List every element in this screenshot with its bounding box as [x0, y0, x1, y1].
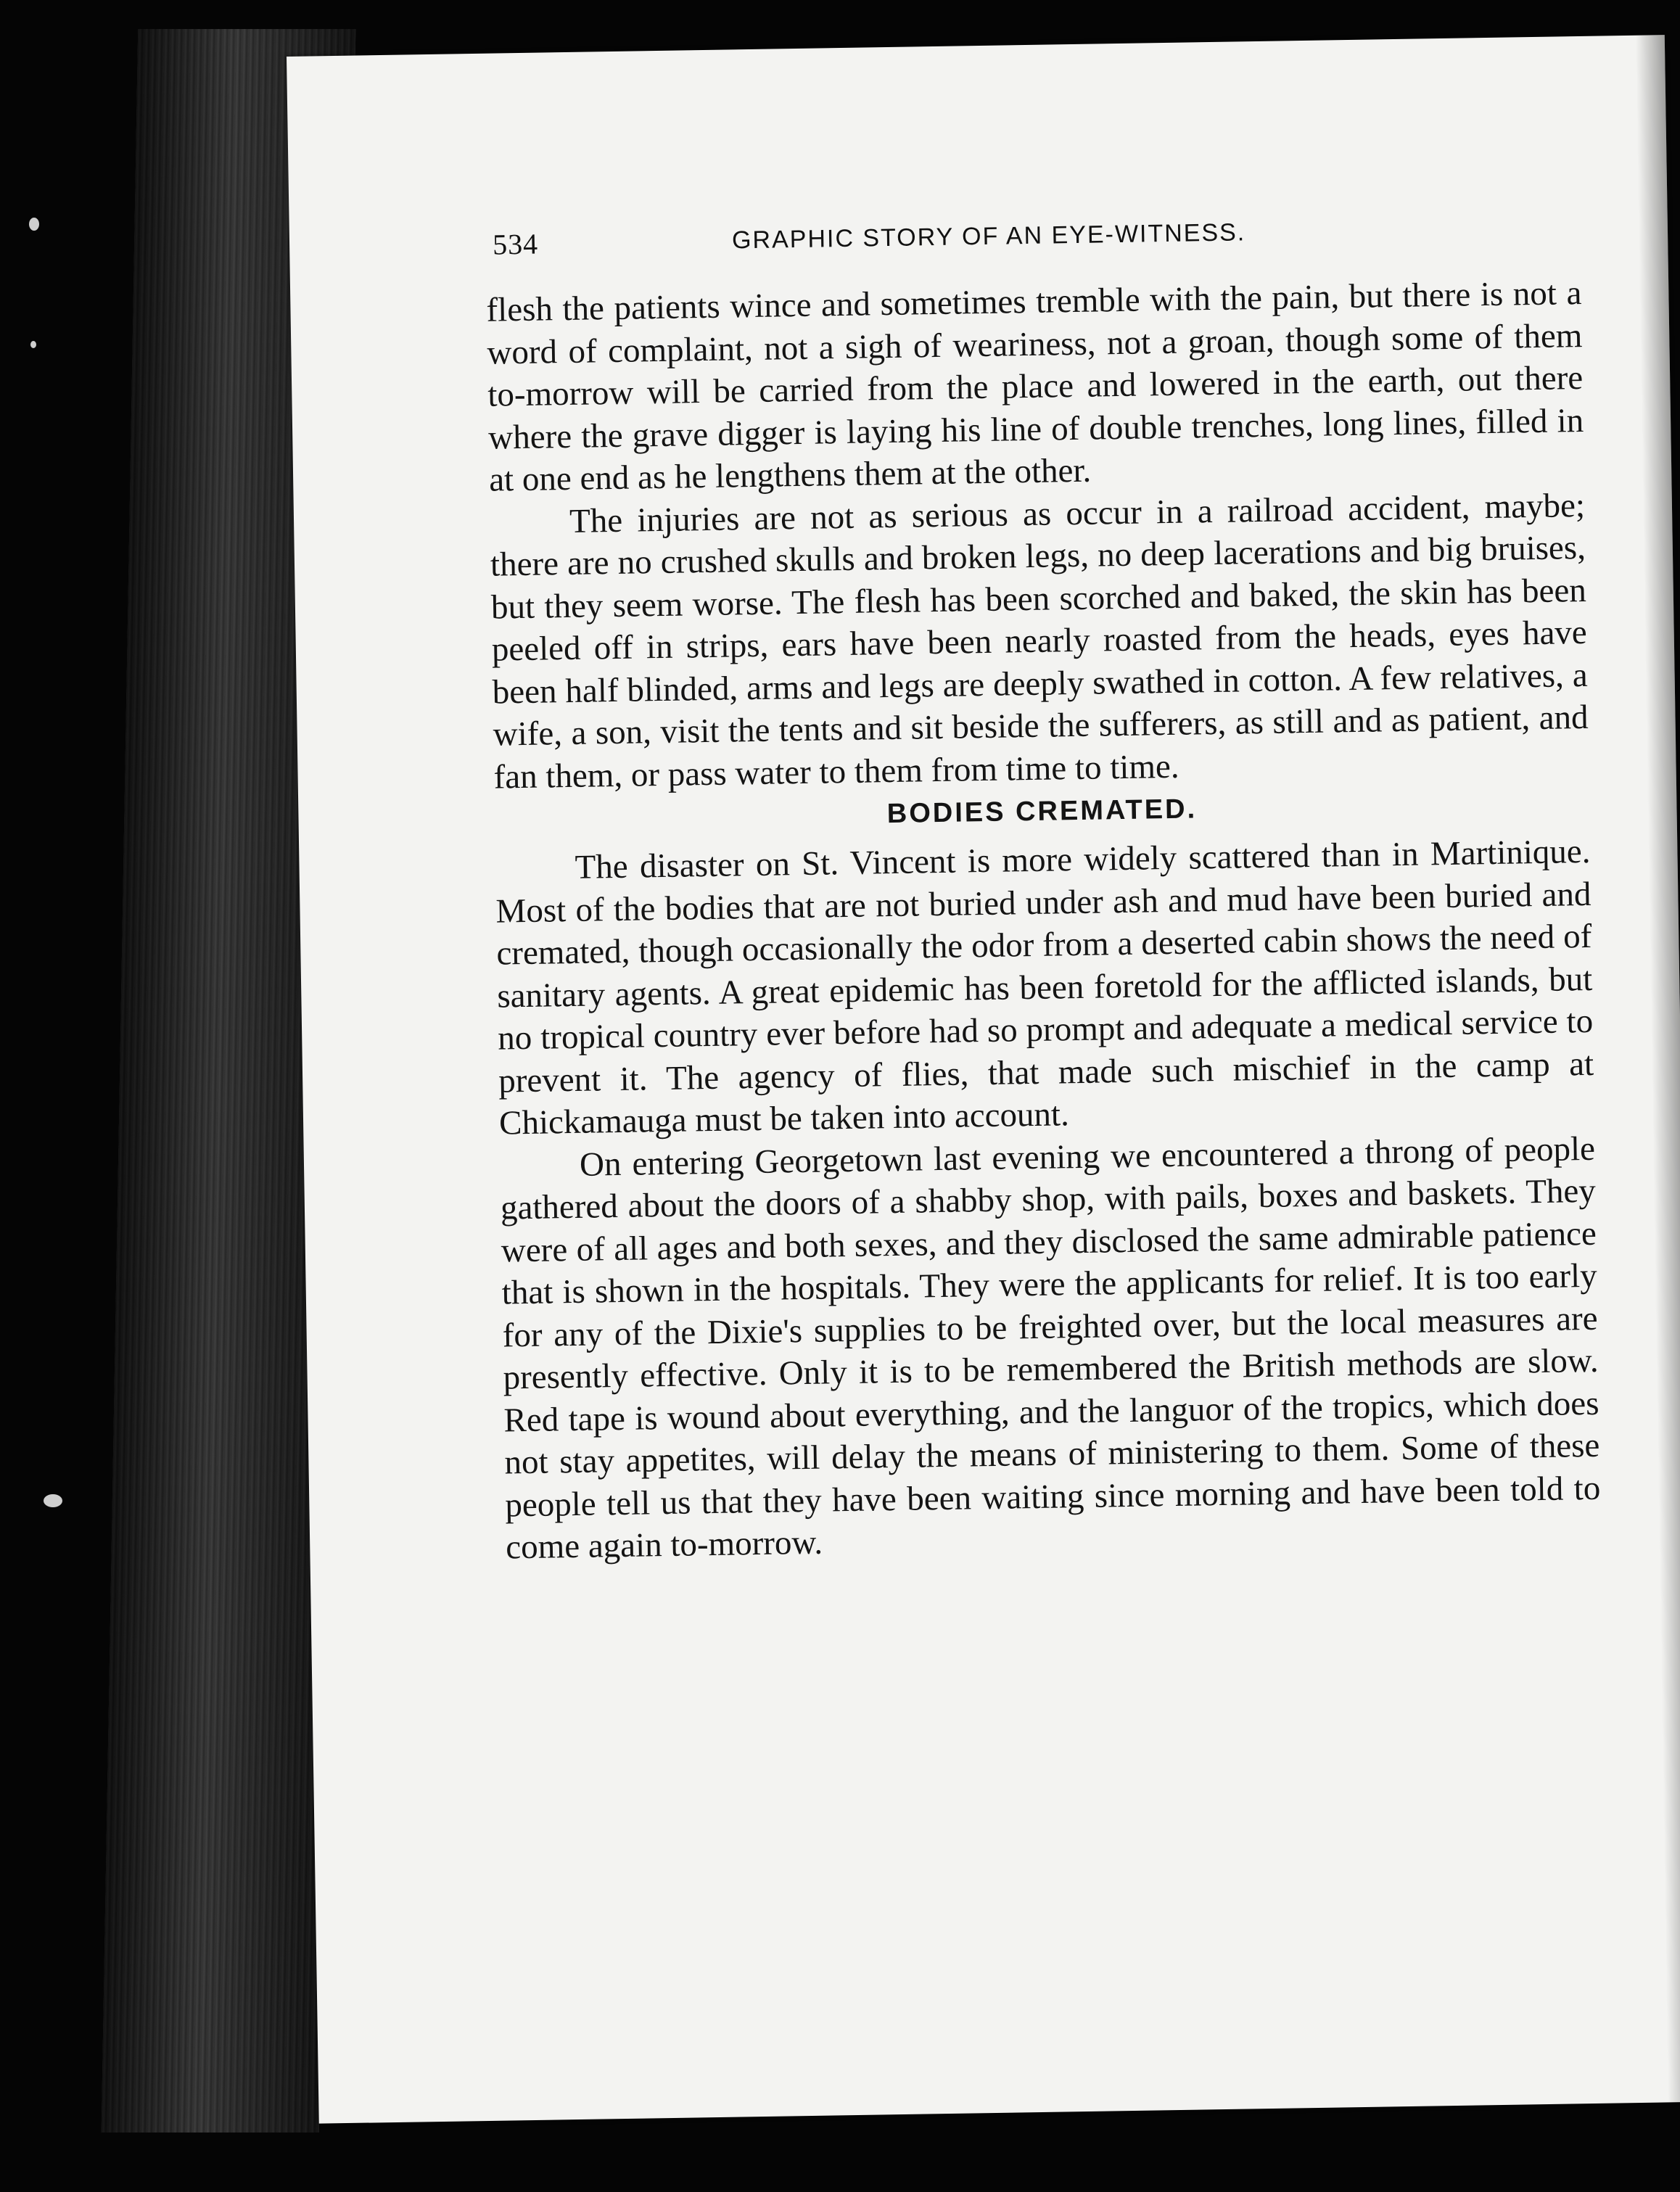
book-page: [287, 35, 1680, 2123]
dust-speck: [29, 218, 39, 231]
body-text: [486, 272, 1602, 1569]
page-number: 534: [492, 227, 539, 261]
paragraph: On entering Georgetown last evening we encountered a throng of people gathered about the doors of a shabby shop, with pails, boxes and baskets. They were of all ages and both sexes, and they disclosed the same admirable patience that is shown in the hospitals. They were the applicants for relief. It is too early for any of the Dixie's supplies to be freighted over, but the local measures are presently effective. Only it is to be remembered the British methods are slow. Red tape is wound about everything, and the languor of the tropics, which does not stay appetites, will delay the means of ministering to them. Some of these people tell us that they have been waiting since morning and have been told to come again to-morrow.: [500, 1129, 1601, 1567]
section-heading: BODIES CREMATED.: [886, 794, 1198, 830]
dust-speck: [44, 1494, 62, 1507]
paragraph: flesh the patients wince and sometimes tremble with the pain, but there is not a word of complaint, not a sigh of weariness, not a groan, though some of them to-morrow will be carried from the place and lowered in the earth, out there where the grave digger is laying his line of double trenches, long lines, filled in at one end as he lengthens them at the other.: [486, 274, 1584, 499]
paragraph: The disaster on St. Vincent is more widely scattered than in Martinique. Most of the bodies that are not buried under ash and mud have been buried and cremated, though occasionally the odor from a deserted cabin shows the need of sanitary agents. A great epidemic has been foretold for the afflicted islands, but no tropical country ever before had so prompt and adequate a medical service to prevent it. The agency of flies, that made such mischief in the camp at Chickamauga must be taken into account.: [495, 832, 1594, 1142]
dust-speck: [30, 341, 36, 348]
page-header: [493, 210, 1625, 271]
paragraph: The injuries are not as serious as occur in a railroad accident, maybe; there are no crushed skulls and broken legs, no deep lacerations and big bruises, but they seem worse. The flesh has been scorched and baked, the skin has been peeled off in strips, ears have been nearly roasted from the heads, eyes have been half blinded, arms and legs are deeply swathed in cotton. A few relatives, a wife, a son, visit the tents and sit beside the sufferers, as still and as patient, and fan them, or pass water to them from time to time.: [490, 486, 1589, 796]
running-title: GRAPHIC STORY OF AN EYE-WITNESS.: [731, 218, 1246, 255]
page-gutter-shadow: [1636, 35, 1680, 2102]
